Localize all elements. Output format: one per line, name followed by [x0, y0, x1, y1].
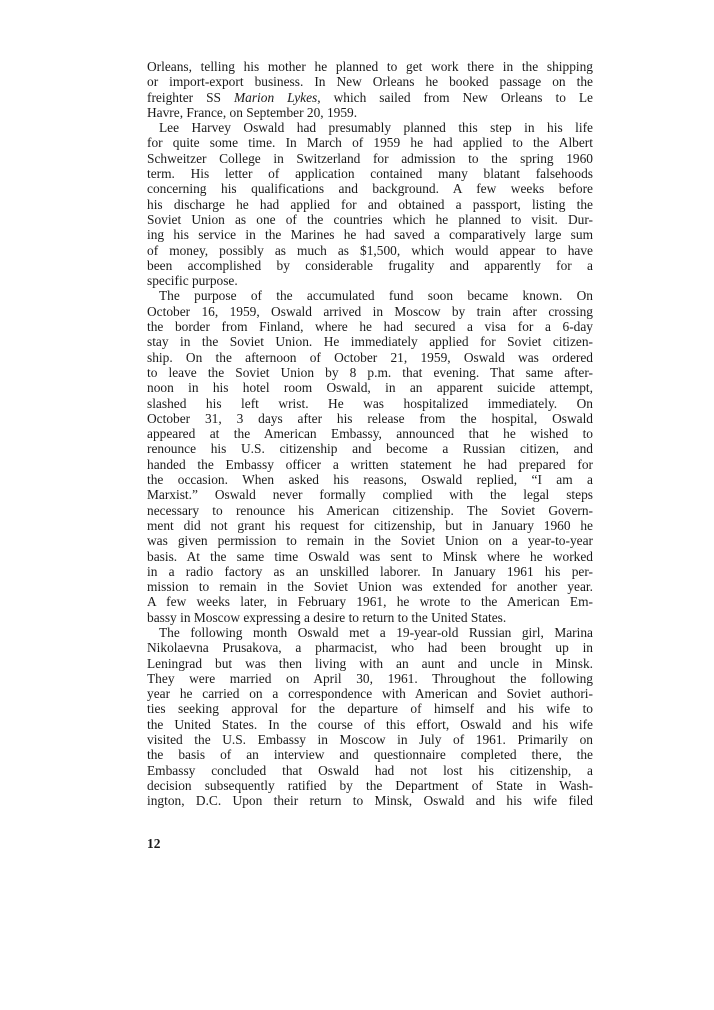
text-line: handed the Embassy officer a written statement he had prepared for [147, 456, 593, 472]
text-line: ington, D.C. Upon their return to Minsk, Oswald and his wife filed [147, 793, 593, 809]
text-line: Havre, France, on September 20, 1959. [147, 104, 358, 120]
text-line: Leningrad but was then living with an aunt and uncle in Minsk. [147, 655, 593, 671]
paragraph [147, 120, 593, 288]
text-line: necessary to renounce his American citizenship. The Soviet Govern- [147, 502, 593, 518]
text-line: visited the U.S. Embassy in Moscow in July of 1961. Primarily on [147, 732, 593, 748]
text-line: noon in his hotel room Oswald, in an apparent suicide attempt, [147, 380, 593, 396]
paragraph [147, 59, 593, 120]
paragraph [147, 625, 593, 809]
text-line: Marxist.” Oswald never formally complied with the legal steps [147, 487, 593, 503]
text-line: Embassy concluded that Oswald had not lost his citizenship, a [147, 762, 593, 778]
text-line: stay in the Soviet Union. He immediately applied for Soviet citizen- [147, 334, 593, 350]
text-line: slashed his left wrist. He was hospitalized immediately. On [147, 395, 593, 411]
text-line: year he carried on a correspondence with American and Soviet authori- [147, 686, 593, 702]
text-line: October 31, 3 days after his release from the hospital, Oswald [147, 410, 593, 426]
text-line: term. His letter of application contained many blatant falsehoods [147, 166, 593, 182]
text-line: or import-export business. In New Orleans he booked passage on the [147, 74, 593, 90]
text-line: for quite some time. In March of 1959 he had applied to the Albert [147, 135, 593, 151]
text-line: the United States. In the course of this effort, Oswald and his wife [147, 716, 593, 732]
text-line: in a radio factory as an unskilled laborer. In January 1961 his per- [147, 563, 593, 579]
text-line: concerning his qualifications and background. A few weeks before [147, 181, 593, 197]
text-line: ship. On the afternoon of October 21, 1959, Oswald was ordered [147, 349, 593, 365]
text-line: to leave the Soviet Union by 8 p.m. that evening. That same after- [147, 364, 593, 380]
text-line: ment did not grant his request for citizenship, but in January 1960 he [147, 517, 593, 533]
text-line: They were married on April 30, 1961. Throughout the following [147, 670, 593, 686]
text-line: mission to remain in the Soviet Union was extended for another year. [147, 579, 593, 595]
text-line: was given permission to remain in the Soviet Union on a year-to-year [147, 533, 593, 549]
text-line: ties seeking approval for the departure of himself and his wife to [147, 701, 593, 717]
body-text [147, 59, 593, 809]
text-line: been accomplished by considerable frugality and apparently for a [147, 257, 593, 273]
page-number: 12 [147, 836, 161, 851]
text-line: Soviet Union as one of the countries which he planned to visit. Dur- [147, 211, 593, 227]
text-line: the occasion. When asked his reasons, Oswald replied, “I am a [147, 472, 593, 488]
text-line: The following month Oswald met a 19-year-old Russian girl, Marina [159, 624, 593, 640]
text-line: renounce his U.S. citizenship and become a Russian citizen, and [147, 441, 593, 457]
text-line: specific purpose. [147, 273, 238, 289]
text-line: bassy in Moscow expressing a desire to return to the United States. [147, 609, 507, 625]
text-line: Schweitzer College in Switzerland for admission to the spring 1960 [147, 150, 593, 166]
text-line: appeared at the American Embassy, announced that he wished to [147, 426, 593, 442]
ship-name: Marion Lykes [233, 89, 318, 105]
text-line: The purpose of the accumulated fund soon became known. On [159, 288, 593, 304]
text-line: the basis of an interview and questionnaire completed there, the [147, 747, 593, 763]
text-line: his discharge he had applied for and obtained a passport, listing the [147, 196, 593, 212]
text-line: ing his service in the Marines he had saved a comparatively large sum [147, 227, 593, 243]
text-line: basis. At the same time Oswald was sent to Minsk where he worked [147, 548, 593, 564]
text-line: A few weeks later, in February 1961, he wrote to the American Em- [147, 594, 593, 610]
text-line: the border from Finland, where he had secured a visa for a 6-day [147, 319, 593, 335]
text-line: Orleans, telling his mother he planned to get work there in the shipping [147, 59, 593, 74]
paragraph [147, 288, 593, 625]
text-line: decision subsequently ratified by the Department of State in Wash- [147, 777, 593, 793]
text-line: October 16, 1959, Oswald arrived in Moscow by train after crossing [147, 303, 593, 319]
text-line: Lee Harvey Oswald had presumably planned this step in his life [159, 120, 593, 136]
text-line: freighter SS Marion Lykes, which sailed from New Orleans to Le [147, 89, 594, 105]
text-line: of money, possibly as much as $1,500, which would appear to have [147, 242, 593, 258]
text-line: Nikolaevna Prusakova, a pharmacist, who had been brought up in [147, 640, 593, 656]
